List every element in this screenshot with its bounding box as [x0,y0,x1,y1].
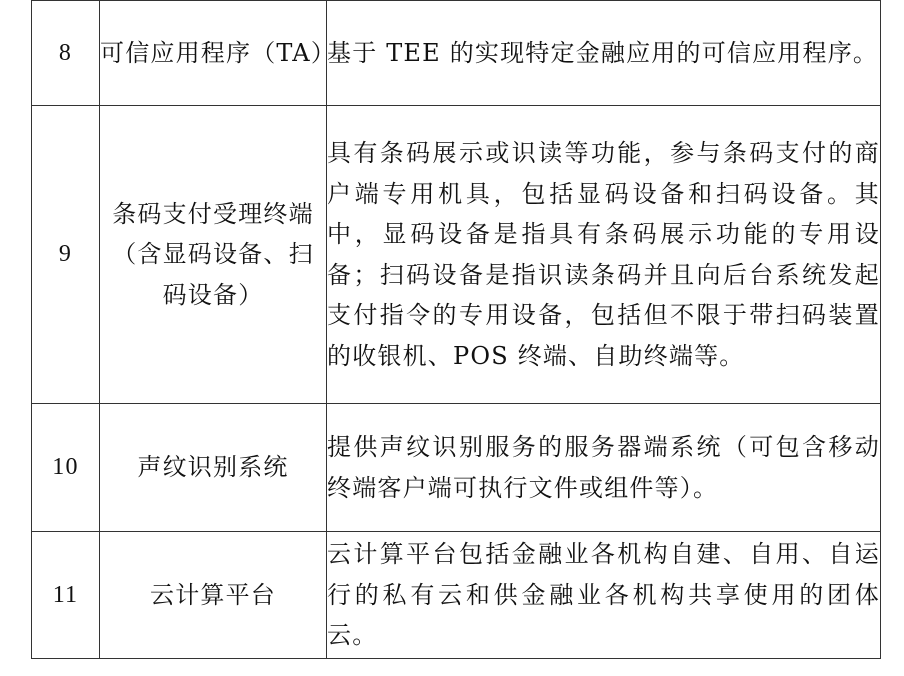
term-name: 云计算平台 [100,532,327,659]
table-row [32,106,881,404]
term-description: 云计算平台包括金融业各机构自建、自用、自运行的私有云和供金融业各机构共享使用的团体云。 [327,532,881,659]
term-description: 基于 TEE 的实现特定金融应用的可信应用程序。 [327,1,881,106]
table-row [32,532,881,659]
row-number: 10 [32,404,100,532]
table-row [32,404,881,532]
term-name: 可信应用程序（TA） [100,1,327,106]
term-name: 声纹识别系统 [100,404,327,532]
terms-table [31,0,881,659]
row-number: 8 [32,1,100,106]
row-number: 9 [32,106,100,404]
term-description: 具有条码展示或识读等功能，参与条码支付的商户端专用机具，包括显码设备和扫码设备。其中，显码设备是指具有条码展示功能的专用设备；扫码设备是指识读条码并且向后台系统发起支付指令的专用设备，包括但不限于带扫码装置的收银机、POS 终端、自助终端等。 [327,106,881,404]
table-row [32,1,881,106]
term-name: 条码支付受理终端（含显码设备、扫码设备） [100,106,327,404]
row-number: 11 [32,532,100,659]
term-description: 提供声纹识别服务的服务器端系统（可包含移动终端客户端可执行文件或组件等）。 [327,404,881,532]
